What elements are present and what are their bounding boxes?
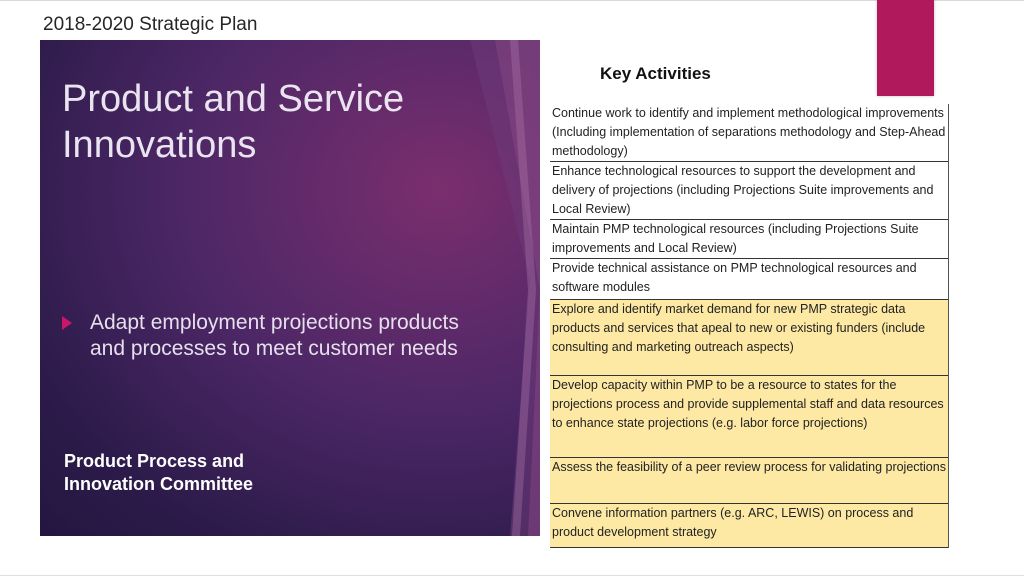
accent-tab — [877, 0, 934, 96]
committee-label — [64, 450, 364, 496]
activity-row — [550, 300, 948, 376]
bullet-text: Adapt employment projections products and processes to meet customer needs — [90, 311, 459, 360]
activity-text: Explore and identify market demand for new PMP strategic data products and services that apeal to new or existing funders (include consulting and marketing outreach aspects) — [552, 302, 926, 354]
triangle-bullet-icon — [62, 316, 72, 330]
activity-text: Convene information partners (e.g. ARC, LEWIS) on process and product development strategy — [552, 506, 914, 539]
activity-text: Develop capacity within PMP to be a resource to states for the projections process and provide supplemental staff and data resources to enhance state projections (e.g. labor force projections) — [552, 378, 944, 430]
activity-text: Provide technical assistance on PMP technological resources and software modules — [552, 261, 917, 294]
activity-row — [550, 504, 948, 548]
activity-text: Enhance technological resources to support the development and delivery of projections (including Projections Suite improvements and Local Review) — [552, 164, 934, 216]
activity-text: Maintain PMP technological resources (including Projections Suite improvements and Local Review) — [552, 222, 919, 255]
bullet-item — [62, 310, 462, 362]
activity-row — [550, 376, 948, 458]
committee-line-1: Product Process and — [64, 451, 245, 471]
activity-row — [550, 104, 948, 162]
committee-line-2: Innovation Committee — [64, 474, 254, 494]
header-title: 2018-2020 Strategic Plan — [43, 14, 258, 35]
activity-row — [550, 458, 948, 504]
slide-title — [62, 76, 482, 168]
slide-title-line-1: Product and Service — [62, 78, 405, 120]
activity-row — [550, 220, 948, 259]
top-rule — [0, 0, 1024, 1]
activity-text: Assess the feasibility of a peer review process for validating projections — [552, 460, 946, 474]
key-activities-heading: Key Activities — [600, 64, 711, 83]
slide-title-line-2: Innovations — [62, 124, 257, 166]
activity-text: Continue work to identify and implement methodological improvements (Including implementation of separations methodology and Step-Ahead methodology) — [552, 106, 946, 158]
activities-table — [550, 104, 949, 548]
activity-row — [550, 162, 948, 220]
activity-row — [550, 259, 948, 300]
